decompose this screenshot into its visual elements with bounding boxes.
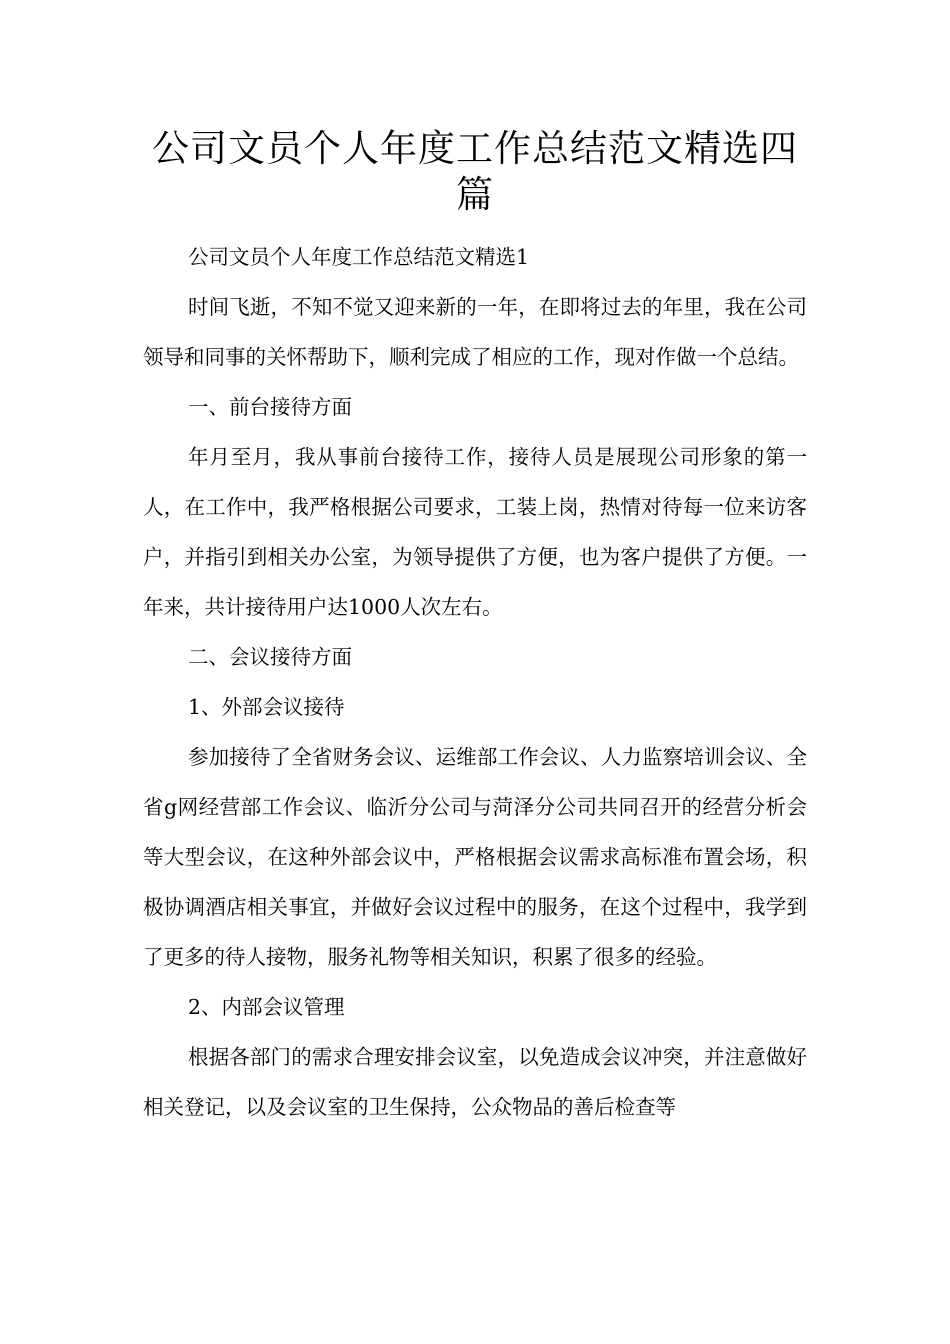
section-heading: 二、会议接待方面: [188, 645, 352, 669]
body-paragraph: 参加接待了全省财务会议、运维部工作会议、人力监察培训会议、全省g网经营部工作会议、临沂分公司与菏泽分公司共同召开的经营分析会等大型会议，在这种外部会议中，严格根据会议需求高标准布置会场，积极协调酒店相关事宜，并做好会议过程中的服务，在这个过程中，我学到了更多的待人接物，服务礼物等相关知识，积累了很多的经验。: [143, 745, 807, 969]
document-title: 公司文员个人年度工作总结范文精选四篇: [152, 127, 798, 216]
body-paragraph: 年月至月，我从事前台接待工作，接待人员是展现公司形象的第一人，在工作中，我严格根据公司要求，工装上岗，热情对待每一位来访客户，并指引到相关办公室，为领导提供了方便，也为客户提供了方便。一年来，共计接待用户达1000人次左右。: [143, 445, 807, 619]
body-paragraph: 时间飞逝，不知不觉又迎来新的一年，在即将过去的年里，我在公司领导和同事的关怀帮助下，顺利完成了相应的工作，现对作做一个总结。: [143, 295, 807, 369]
section-heading: 公司文员个人年度工作总结范文精选1: [188, 245, 530, 269]
section-heading: 一、前台接待方面: [188, 395, 352, 419]
subsection-heading: 2、内部会议管理: [188, 995, 345, 1019]
body-paragraph: 根据各部门的需求合理安排会议室，以免造成会议冲突，并注意做好相关登记，以及会议室的卫生保持，公众物品的善后检查等: [143, 1045, 807, 1119]
subsection-heading: 1、外部会议接待: [188, 695, 345, 719]
document-body: [143, 232, 807, 1132]
